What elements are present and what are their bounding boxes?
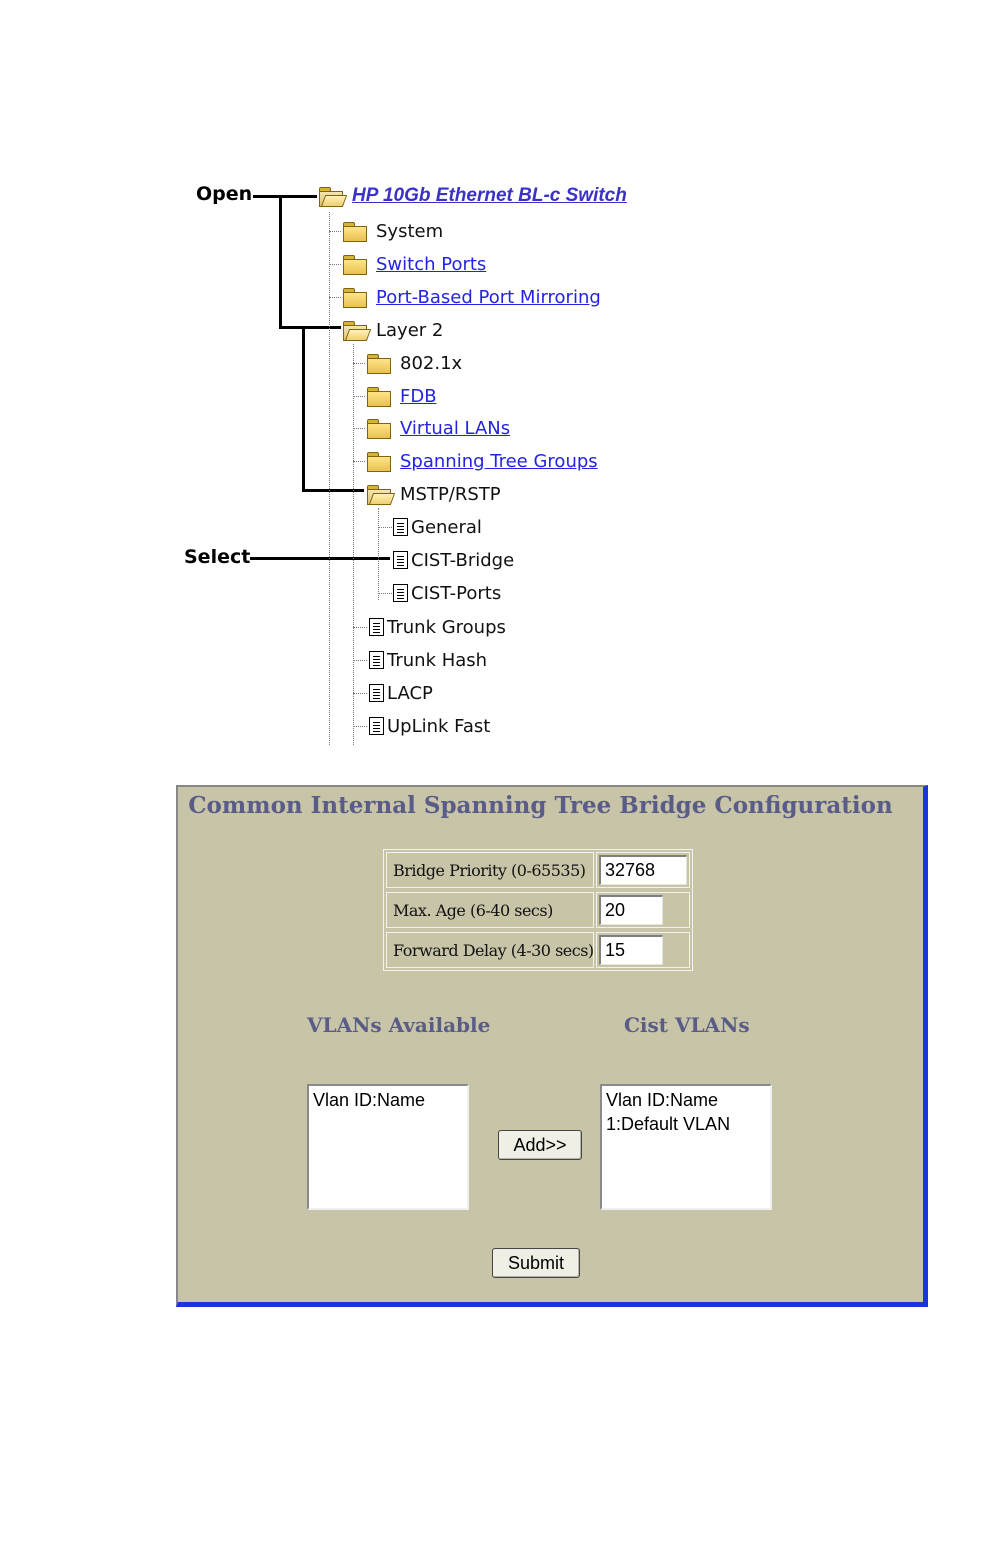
tree-item-system[interactable] [341,218,443,244]
list-item[interactable]: Vlan ID:Name [606,1090,719,1110]
tree-item-cist-bridge[interactable] [393,547,514,573]
tree-item-label[interactable]: UpLink Fast [387,715,491,737]
tree-item-switch-ports[interactable] [341,251,486,277]
folder-icon [341,221,367,241]
max-age-row [384,890,692,930]
cist-bridge-config-panel [176,785,928,1307]
bridge-priority-row [384,850,692,890]
list-item[interactable]: Vlan ID:Name [313,1090,426,1110]
callout-open-line [302,326,305,491]
tree-root-label[interactable]: HP 10Gb Ethernet BL-c Switch [352,185,627,206]
add-button[interactable]: Add>> [498,1130,582,1160]
folder-open-icon [341,320,367,340]
folder-icon [341,254,367,274]
tree-item-label[interactable]: MSTP/RSTP [400,483,501,505]
document-icon [369,717,384,735]
vlans-available-heading: VLANs Available [307,1013,491,1037]
tree-item-label[interactable]: Spanning Tree Groups [400,450,598,472]
folder-icon [365,386,391,406]
tree-item-label[interactable]: Layer 2 [376,319,444,341]
forward-delay-label: Forward Delay (4-30 secs) [386,932,594,968]
callout-select-line [250,557,390,560]
tree-item-label[interactable]: Virtual LANs [400,417,511,439]
tree-item-label[interactable]: General [411,516,482,538]
document-icon [393,518,408,536]
bridge-priority-label: Bridge Priority (0-65535) [386,852,594,888]
vlans-available-list[interactable] [307,1084,469,1210]
callout-open-line [253,195,317,198]
tree-item-label[interactable]: 802.1x [400,352,463,374]
tree-item-label[interactable]: Port-Based Port Mirroring [376,286,601,308]
tree-item-virtual-lans[interactable] [365,415,510,441]
tree-item-general[interactable] [393,514,482,540]
folder-icon [365,418,391,438]
tree-item-mstp-rstp[interactable] [365,481,501,507]
tree-item-spanning-tree-groups[interactable] [365,448,598,474]
cist-vlans-list[interactable] [600,1084,772,1210]
tree-item-layer2[interactable] [341,317,443,343]
tree-item-trunk-groups[interactable] [369,614,506,640]
tree-item-port-mirroring[interactable] [341,284,601,310]
tree-item-label[interactable]: FDB [400,385,437,407]
tree-item-802-1x[interactable] [365,350,462,376]
bridge-settings-table [383,849,693,971]
max-age-label: Max. Age (6-40 secs) [386,892,594,928]
folder-icon [365,353,391,373]
callout-open-line [279,326,341,329]
tree-item-label[interactable]: Trunk Groups [387,616,506,638]
tree-item-uplink-fast[interactable] [369,713,490,739]
tree-item-lacp[interactable] [369,680,433,706]
folder-open-icon [365,484,391,504]
tree-item-fdb[interactable] [365,383,437,409]
tree-item-label[interactable]: CIST-Bridge [411,549,515,571]
tree-item-label[interactable]: Switch Ports [376,253,487,275]
max-age-input[interactable] [599,895,663,925]
forward-delay-row [384,930,692,970]
callout-open-line [302,489,364,492]
page-title: Common Internal Spanning Tree Bridge Configuration [188,792,893,819]
callout-select: Select [184,546,251,568]
tree-item-label[interactable]: System [376,220,444,242]
tree-item-cist-ports[interactable] [393,580,501,606]
tree-root[interactable] [317,183,627,209]
tree-item-trunk-hash[interactable] [369,647,487,673]
list-item[interactable]: 1:Default VLAN [606,1114,731,1134]
folder-icon [341,287,367,307]
tree-item-label[interactable]: LACP [387,682,433,704]
document-icon [393,551,408,569]
document-icon [369,684,384,702]
callout-open: Open [196,183,253,205]
document-icon [369,651,384,669]
document-icon [393,584,408,602]
submit-button[interactable]: Submit [492,1248,580,1278]
tree-item-label[interactable]: CIST-Ports [411,582,502,604]
tree-item-label[interactable]: Trunk Hash [387,649,488,671]
folder-open-icon [317,186,343,206]
folder-icon [365,451,391,471]
document-icon [369,618,384,636]
callout-open-line [279,195,282,328]
cist-vlans-heading: Cist VLANs [624,1013,750,1037]
bridge-priority-input[interactable] [599,855,687,885]
forward-delay-input[interactable] [599,935,663,965]
